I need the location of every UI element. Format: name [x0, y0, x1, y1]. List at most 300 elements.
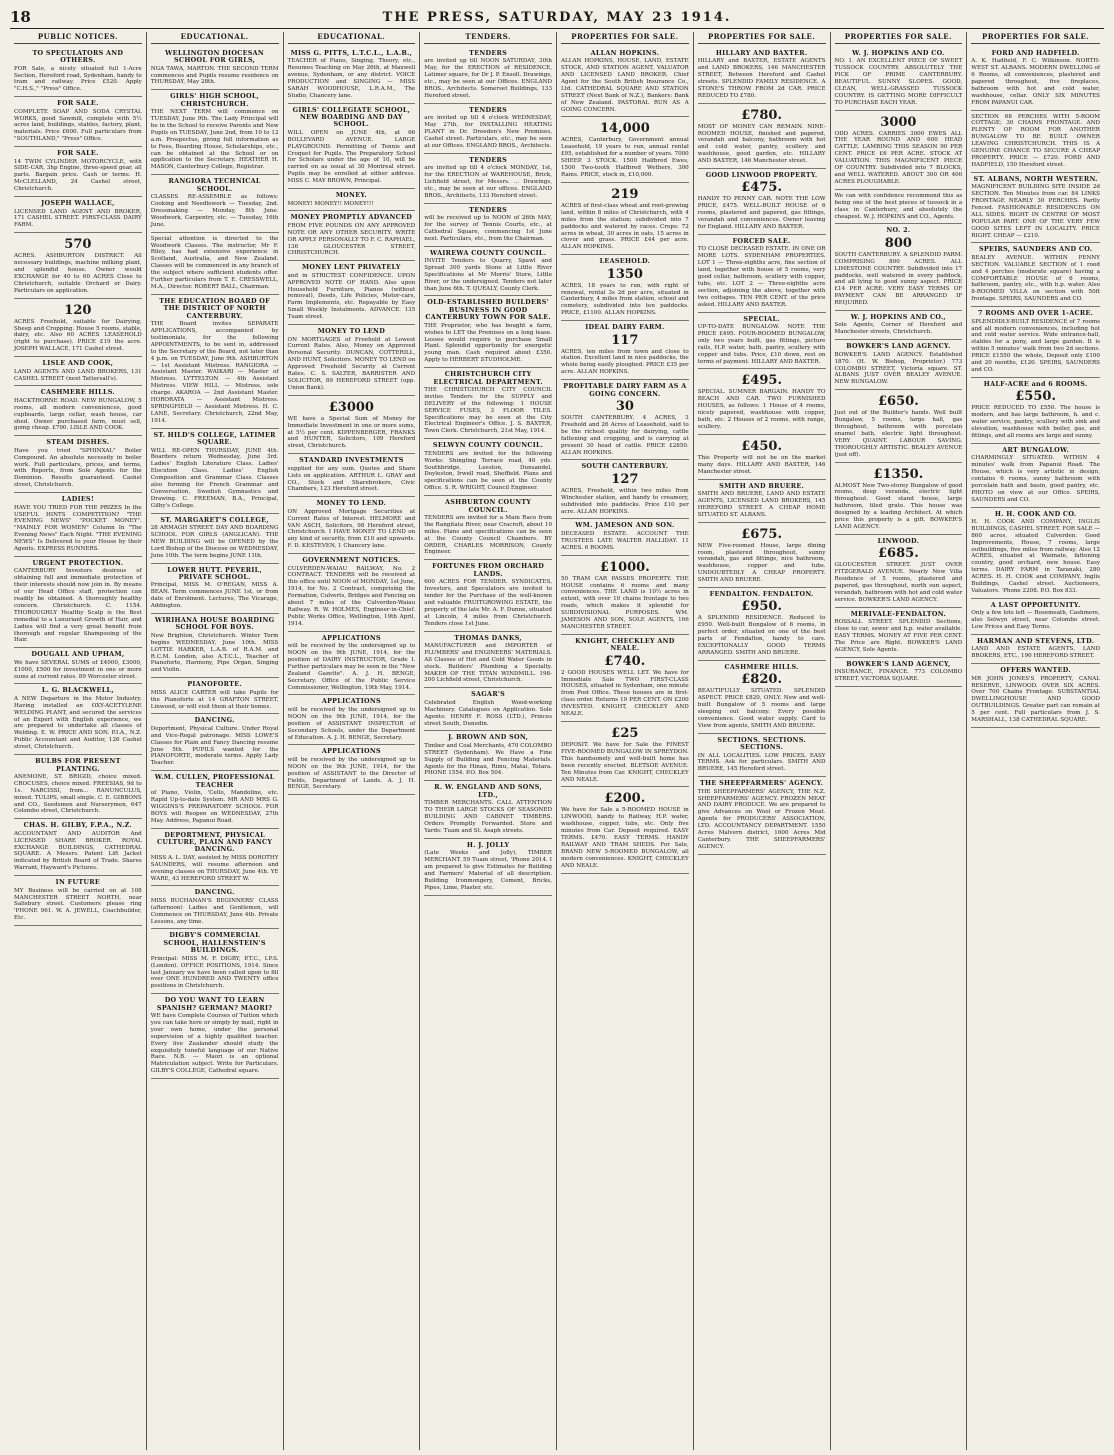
classified-ad	[698, 734, 826, 778]
ad-headline-figure: 570	[64, 237, 92, 253]
ad-title: IN FUTURE	[55, 878, 101, 887]
ad-body: LICENSED LAND AGENT AND BROKER, 171 CASHEL STREET. FIRST-CLASS DAIRY FARM.	[14, 208, 142, 229]
ad-title: TENDERS	[469, 48, 508, 57]
classified-ad	[971, 635, 1100, 664]
ad-body: SOUTH CANTERBURY. 4 ACRES, 3 Freehold and 26 Acres of Leasehold, said to be the richest quality for dairying, cattle fattening and cropping, and is carrying at present 30 head of cattle. PRICE £2850. ALLAN HOPKINS.	[561, 415, 689, 456]
ad-title: IDEAL DAIRY FARM.	[585, 323, 665, 332]
ad-body: FROM FIVE POUNDS ON ANY APPROVED NOTE OR ANY OTHER SECURITY. WRITE OR APPLY PERSONALLY TO F. C. RAPHAEL, 136 GLOUCESTER STREET, CHRISTCHURCH.	[287, 222, 416, 257]
ad-title: DOUGALL AND UPHAM,	[31, 650, 125, 659]
classified-ad	[561, 519, 689, 555]
classified-ad	[14, 493, 142, 557]
ad-title: ASHBURTON COUNTY COUNCIL.	[444, 498, 532, 514]
ad-body: H. H. COOK AND COMPANY, INGLIS BUILDINGS, CASHEL STREET. FOR SALE — 860 acres, situated Culverden. Good Improvements, House, 7 rooms, large outbuildings, five miles from railway. Also 12 ACRES, situated at Waimate, fattening country, good orchard, new house. Easy terms. DAIRY FARM in Taranaki, 280 ACRES. H. H. COOK and COMPANY, Inglis Buildings, Cashel street. Auctioneers, Valuators. 'Phone 2208. P.O. Box 833.	[971, 518, 1100, 595]
ad-body: ACRES, ten miles from town and close to station. Excellent land in nice paddocks, the whole being easily ploughed. PRICE £35 per acre. ALLAN HOPKINS.	[561, 348, 689, 376]
ad-title: THE EDUCATION BOARD OF THE DISTRICT OF NORTH CANTERBURY.	[159, 296, 271, 320]
ad-title: FORCED SALE.	[732, 237, 791, 246]
ad-title: R. W. ENGLAND AND SONS, LTD.,	[434, 783, 542, 799]
ad-body: FOR Sale, a nicely situated full 1-Acre Section, Hereford road, Sydenham, handy to tram and railway. Price £520. Apply "C.H.S.," "Press" Office.	[14, 65, 142, 93]
ad-body: A. K. Hadfield, F. C. Wilkinson. NORTH-WEST ST. ALBANS. MODERN DWELLING of 6 Rooms, all conveniences, plastered and papered throughout, five fireplaces, bathroom with hot and cold water, washhouse, cellar. ONLY SIX MINUTES FROM PAPANUI CAR.	[971, 58, 1100, 106]
ad-body: ALMOST New Two-storey Bungalow of good rooms, deep veranda, electric light throughout. Good stand house, large bathroom, tiled grate. This house was designed by a leading Architect. At which price this property is a gift. BOWKER'S LAND AGENCY.	[834, 482, 963, 531]
ad-title: BOWKER'S LAND AGENCY.	[846, 342, 951, 351]
classified-ad	[835, 47, 963, 111]
column-8	[967, 32, 1104, 1450]
classified-ad	[14, 648, 142, 684]
ad-body: Sole Agents, Corner of Hereford and Manchester streets, Christchurch.	[834, 322, 963, 336]
classified-ad	[424, 204, 552, 247]
ad-body: LAND AGENTS AND LAND BROKERS, 131 CASHEL STREET (next Tattersall's).	[14, 368, 142, 382]
ad-title: ST. MARGARET'S COLLEGE,	[160, 515, 269, 524]
ad-body: and in STRICTEST CONFIDENCE. UPON APPROVED NOTE OF HAND. Also upon Household Furniture, Pianos (without removal), Deeds, Life Policies, Motor-cars, Farm Implements, etc. Repayable by Easy Small Weekly Instalments. ADVANCE. 135 Tuam street.	[287, 272, 416, 321]
ad-body: 50 TRAM CAR PASSES PROPERTY. THE HOUSE contains 6 rooms and many conveniences. THE LAND is 10½ acres in extent, with over 10 chains frontage to two roads, which makes it splendid for SUBDIVISIONAL PURPOSES. WM. JAMESON AND SON, SOLE AGENTS, 166 MANCHESTER STREET.	[561, 575, 689, 630]
classified-ad	[698, 47, 826, 104]
ad-body: ACRES of first-class wheat and root-growing land, within 8 miles of Christchurch, with 4 miles from the station; subdivided into 7 paddocks and watered by races. Crops: 72 acres in wheat, 30 acres in oats, 15 acres in clover and grass. PRICE £44 per acre. ALLAN HOPKINS.	[561, 202, 689, 251]
ad-body: TENDERS are invited for the following Works: Shingling Terrace road, 40 yds. Southbridge, Leeston, Dunsandel, Doyleston, Irwell road, Sheffield. Plans and specifications can be seen at the County Office. S. R. WRIGHT, Council Engineer.	[424, 450, 552, 492]
classified-ad	[698, 523, 826, 588]
ad-title: W. J. HOPKINS AND CO.,	[850, 313, 946, 322]
ad-body: THE CHRISTCHURCH CITY COUNCIL invites Tenders for the SUPPLY and DELIVERY of the following: 1 HOUSE SERVICE FUSES, 3 FLOOR TILES. Specifications may be seen at the City Electrical Engineer's Office. J. S. BAXTER, Town Clerk. Christchurch, 21st May, 1914.	[424, 386, 552, 435]
ad-body: ODD ACRES. CARRIES 3000 EWES ALL THE YEAR ROUND AND 600 HEAD CATTLE. LAMBING THIS SEASON 90 PER CENT. PRICE £6 PER ACRE. STOCK AT VALUATION. THIS MAGNIFICENT PIECE OF COUNTRY. Subdivided into 7 BLOCKS, and WELL WATERED. ABOUT 300 OR 400 ACRES PLOUGHABLE.	[834, 130, 963, 185]
ad-title: MONEY TO LEND.	[316, 499, 387, 508]
ad-headline-figure: £685.	[878, 546, 919, 562]
classified-ad	[561, 460, 689, 519]
ad-body: A NEW Departure in the Motor Industry. Having installed an OXY-ACETYLENE WELDING PLANT, and secured the services of an Expert with English experience, we are prepared to undertake all classes of Welding. E. W. PRICE AND SON. P.I.A., N.Z. Public Accountant and Auditor, 126 Cashel street, Christchurch.	[14, 695, 142, 751]
classified-ad	[151, 714, 279, 771]
classified-ad	[561, 380, 689, 460]
classified-ad	[151, 47, 279, 91]
ad-title: GIRLS' HIGH SCHOOL, CHRISTCHURCH.	[170, 92, 260, 108]
classified-ad	[424, 839, 552, 896]
classified-ad	[151, 175, 279, 232]
ad-body: NEW Five-roomed House, large dining room, plastered throughout, sunny verandah, gas and fittings, nice bathroom, washhouse, copper and tubs. UNDOUBTEDLY A CHEAP PROPERTY. SMITH AND BRUERE.	[697, 542, 826, 584]
classified-ad	[424, 296, 552, 368]
classified-ad	[971, 378, 1100, 444]
ad-body: (Late Weeks and Jolly), TIMBER MERCHANT. 59 Tuam street, 'Phone 2014. I am prepared to give Estimates for Building and Farmers' Material of all description. Building Ironmongery, Cement, Bricks, Pipes, Lime, Plaster, etc.	[424, 850, 552, 891]
ad-headline-figure: £950.	[741, 599, 782, 615]
ad-title: J. BROWN AND SON,	[448, 733, 529, 742]
classified-ad	[561, 321, 689, 380]
classified-ad	[424, 781, 552, 838]
ad-title: KNIGHT, CHECKLEY AND NEALE.	[575, 636, 675, 653]
classified-ad	[288, 695, 416, 745]
classified-ad	[14, 876, 142, 926]
classified-ad	[424, 688, 552, 731]
classified-ad	[971, 599, 1100, 635]
classified-ad	[14, 819, 142, 876]
ad-body: MISS ALICE CARTER will take Pupils for the Pianoforte at 14 GRAFTON STREET, Linwood, or will visit them at their homes.	[150, 689, 279, 710]
ad-headline-figure: £495.	[741, 373, 782, 389]
classified-ad	[698, 369, 826, 434]
ad-title: THE SHEEPFARMERS' AGENCY.	[699, 779, 824, 788]
classified-ad	[14, 299, 142, 358]
ad-body: MISS A. L. DAY, assisted by MISS DOROTHY SAUNDERS, will resume afternoon and evening classes on THURSDAY, June 4th. YE WARE, 43 HEREFORD STREET W.	[150, 854, 279, 882]
classified-ad	[288, 104, 416, 189]
ad-headline-figure: 14,000	[599, 121, 650, 137]
ad-body: THE Board invites SEPARATE APPLICATIONS, accompanied by testimonials, for the following APPOINTMENTS, to be sent in, addressed to the Secretary of the Board, not later than 4 p.m. on TUESDAY, June 9th. ASHBURTON — 1st Assistant Mistress. RANGIORA — Assistant Master. WAIKARI — Master of Mistress. LYTTELTON — 4th Assistant Mistress. VIEW HILL — Mistress, sole charge. AKAROA — 2nd Assistant Master. HORORATA — Assistant Mistress. SPRINGFIELD — Assistant Mistress. H. C. LANE, Secretary. Christchurch, 22nd May, 1914.	[150, 321, 279, 424]
ad-headline-figure: 1350	[606, 266, 643, 282]
classified-ad	[835, 658, 963, 687]
ad-title: DIGBY'S COMMERCIAL SCHOOL, HALLENSTEIN'S BUILDINGS.	[163, 931, 266, 955]
classified-ad	[424, 731, 552, 781]
ad-body: UP-TO-DATE BUNGALOW. NOTE THE PRICE £495. FOUR-ROOMED BUNGALOW, only two years built, gas fittings, picture rails, H.P. water, bath, pantry, scullery with copper and tubs. Price, £10 down, rest on terms of payment. HILLARY AND BAXTER.	[697, 323, 826, 365]
ad-headline-figure: 3000	[880, 114, 917, 130]
ad-body: DECEASED ESTATE. ACCOUNT THE TRUSTEES LATE WALTER HALLIDAY. 11 ACRES. 6 ROOMS.	[561, 530, 689, 551]
ad-body: WILL OPEN on JUNE 4th, at 66 BOLLEVARD AVENUE. LARGE PLAYGROUND. Permitting of Tennis and Croquet for Pupils. The Preparatory School for Scholars under the age of 10, will be carried on as usual at 30 Montreal street. Pupils may be enrolled at either address. MISS C. MAY BROWN, Principal.	[287, 129, 416, 185]
classified-ad	[14, 197, 142, 233]
ad-title: SOUTH CANTERBURY.	[581, 462, 669, 471]
ad-title: TO SPECULATORS AND OTHERS.	[32, 48, 124, 65]
ad-title: ALLAN HOPKINS.	[590, 48, 660, 57]
ad-body: MR JOHN JONES'S PROPERTY, CANAL RESERVE, LINWOOD. OVER SIX ACRES. Over 700 Chains Frontage. SUBSTANTIAL DWELLINGHOUSE AND GOOD OUTBUILDINGS. Greater part can remain at 5 per cent. Full particulars from J. S. MARSHALL, 138 CATHEDRAL SQUARE.	[971, 675, 1100, 724]
ad-body: COMPLETE SOAP AND SODA CRYSTAL WORKS, good Sawmill, complete with 5½ acres land, buildings, stables, factory, plant, materials. Price £600. Full particulars from "SOUTHLAND," "Press" Office.	[14, 108, 142, 143]
ad-title: FENDALTON. FENDALTON.	[709, 590, 814, 599]
ad-headline-figure: £1000.	[599, 559, 650, 575]
ad-body: HILLARY and BAXTER, ESTATE AGENTS and LAND BROKERS, 146 MANCHESTER STREET, Between Hereford and Cashel streets. SPLENDID FAMILY RESIDENCE. A STONE'S THROW FROM 2d CAR. PRICE REDUCED TO £780.	[697, 58, 826, 99]
ad-title: H. H. COOK AND CO.	[994, 509, 1077, 518]
classified-ad	[698, 313, 826, 370]
ad-title: RANGIORA TECHNICAL SCHOOL.	[168, 177, 261, 193]
ad-headline-figure: £550.	[1015, 389, 1056, 405]
ad-title: APPLICATIONS	[321, 697, 381, 706]
classified-ad	[971, 243, 1100, 307]
columns	[10, 32, 1104, 1450]
ad-body: SOUTH CANTERBURY. A SPLENDID FARM. COMPRISING 800 ACRES. ALL LIMESTONE COUNTRY. Subdivided into 17 paddocks, well watered in every paddock, and all lying to good sunny aspect. PRICE £14 PER ACRE. VERY EASY TERMS OF PAYMENT CAN BE ARRANGED IF REQUIRED.	[834, 251, 963, 307]
ad-title: URGENT PROTECTION.	[32, 558, 124, 567]
ad-title: APPLICATIONS	[321, 633, 381, 642]
ad-body: MAGNIFICENT BUILDING SITE INSIDE 2d SECTION. Ten Minutes from car. 84 LINKS FRONTAGE NEARLY 30 PERCHES. Partly Fenced. FASHIONABLE RESIDENCES ON ALL SIDES. RIGHT IN CENTRE OF MOST POPULAR PART. ONE OF THE VERY FEW GOOD SITES LEFT IN LOCALITY. PRICE RIGHT. CHEAP — £210.	[971, 184, 1100, 239]
classified-ad	[698, 777, 826, 855]
ad-headline-figure: £675.	[741, 526, 782, 542]
classified-ad	[971, 444, 1100, 508]
ad-body: ACRES, Canterbury, Government annual Leasehold, 19 years to run, annual rental £95, established for a number of years. 7000 SHEEP. 3 STOCK. 1500 Halfbred Ewes, 1500 Two-tooth Halfbred Wethers, 300 Rams. PRICE, stock in, £10,000.	[561, 137, 689, 178]
ad-body: ON MORTGAGES of Freehold at Lowest Current Rates. Also, Money on Approved Personal Security. DUNCAN, COTTERILL, AND HUNT, Solicitors. MONEY TO LEND on Approved Freehold Security at Current Rates. C. S. SALTER, BARRISTER AND SOLICITOR, 89 HEREFORD STREET (opp. Union Bank).	[287, 336, 416, 391]
ad-title: FOR SALE.	[57, 149, 99, 158]
classified-ad	[151, 429, 279, 514]
ad-body: Principal: MISS M. F. DIGBY, P.T.C., I.P.S. (London). OFFICE POSITIONS, 1914. Since last January we have been called upon to fill over ONE HUNDRED AND TWENTY office positions in Christchurch.	[150, 955, 279, 990]
column-heading: PROPERTIES FOR SALE.	[698, 32, 826, 44]
classified-ad	[151, 994, 279, 1079]
classified-ad	[424, 368, 552, 439]
ad-title: BULBS FOR PRESENT PLANTING.	[35, 757, 121, 773]
column-7	[831, 32, 968, 1450]
ad-body: SMITH AND BRUERE, LAND AND ESTATE AGENTS, LICENSED LAND BROKERS, 145 HEREFORD STREET. A CHEAP HOME SITUATED ST. ALBANS.	[697, 490, 826, 518]
ad-body: This Property will not be on the market many days. HILLARY AND BAXTER, 146 Manchester street.	[697, 454, 826, 475]
column-heading: EDUCATIONAL.	[288, 32, 416, 44]
ad-body: ACRES Freehold, suitable for Dairying, Sheep and Cropping. House 5 rooms, stable, dairy, etc. Also 60 ACRES LEASEHOLD (right to purchase). PRICE £19 the acre. JOSEPH WALLACE, 171 Cashel street.	[14, 318, 142, 353]
ad-title: FORD AND HADFIELD.	[991, 48, 1080, 57]
ad-title: MISS G. PITTS, L.T.C.L., L.A.B.,	[290, 48, 413, 57]
ad-title: DO YOU WANT TO LEARN SPANISH? GERMAN? MAORI?	[156, 996, 273, 1012]
classified-ad	[698, 435, 826, 480]
ad-body: A SPLENDID RESIDENCE. Reduced to £950. Well-built Bungalow of 6 rooms, in perfect order, situated on one of the best parts of Fendalton, handy to cars. EXCEPTIONALLY GOOD TERMS ARRANGED. SMITH AND BRUERE.	[697, 615, 826, 656]
classified-ad	[151, 90, 279, 175]
ad-title: ST. HILD'S COLLEGE, LATIMER SQUARE.	[153, 430, 276, 447]
ad-title: WELLINGTON DIOCESAN SCHOOL FOR GIRLS,	[165, 48, 265, 65]
ad-body: BOWKER'S LAND AGENCY. Established 1870. (H. W. Bishop, Proprietor.) 773 COLOMBO STREET, Victoria square. ST. ALBANS JUST OVER BEALEY AVENUE. NEW BUNGALOW.	[834, 351, 963, 386]
ad-title: WAIREWA COUNTY COUNCIL.	[430, 248, 547, 257]
ad-title: LOWER HUTT. PEVERIL, PRIVATE SCHOOL.	[167, 565, 262, 582]
classified-ad	[151, 929, 279, 994]
ad-body: Celebrated English Wood-working Machinery. Catalogues on Application. Sole Agents: HENRY F. ROSS (LTD.), Princes street South, Dunedin.	[424, 699, 552, 727]
ad-body: MONEY! MONEY!! MONEY!!!	[287, 200, 374, 207]
ad-body: NO. 1. AN EXCELLENT PIECE OF SWEET TUSSOCK COUNTRY. ABSOLUTELY THE PICK OF PRIME CANTERBURY. BEAUTIFUL SUNNY SLOPES. GOOD, CLEAN, WELL-GRASSED TUSSOCK COUNTRY. IS GETTING MORE DIFFICULT TO PURCHASE EACH YEAR.	[834, 58, 963, 106]
ad-title: LISLE AND COOK,	[42, 359, 114, 368]
classified-ad	[288, 745, 416, 795]
ad-title: WIRIHANA HOUSE BOARDING SCHOOL FOR BOYS.	[154, 616, 275, 632]
ad-headline-figure: £475.	[741, 180, 782, 196]
ad-body: supplied for any sum. Quotes and Share Lists on application. ARTHUR L. GRAY and CO., Stock and Sharebrokers, Civic Chambers, 123 Hereford street.	[287, 465, 416, 493]
classified-ad	[424, 560, 552, 631]
classified-ad	[14, 357, 142, 386]
column-4	[420, 32, 557, 1450]
ad-body: HANDY TO PENNY CAR. NOTE THE LOW PRICE, £475. WELL-BUILT HOUSE of 6 rooms, plastered and papered, gas fittings, verandah and conveniences. Owner leaving for England. HILLARY AND BAXTER.	[697, 196, 826, 231]
classified-ad	[151, 771, 279, 828]
ad-headline-figure: £650.	[878, 394, 919, 410]
ad-body: Special attention is directed to the Woodwork Classes. The instructor, Mr F. Riley, has had extensive experience in Scotland, Australia, and New Zealand. Classes will be commenced in any branch of the subject where sufficient students offer. Further particulars from T. E. CRESSWELL, M.A., Director. ROBERT BALL, Chairman.	[150, 235, 279, 290]
ad-title: SPECIAL.	[743, 314, 780, 323]
ad-body: TO CLOSE DECEASED ESTATE. IN ONE OR MORE LOTS. SYDENHAM PROPERTIES. LOT 1 — Three-eighths acre, fine section of land, together with house of 5 rooms, very good cellar, bathroom, scullery with copper, tubs, etc. LOT 2 — Three-eighths acre section, adjoining the above, together with two cottages. TEN PER CENT. of the price asked. HILLARY AND BAXTER.	[697, 246, 826, 308]
ad-body: HACKTHORNE ROAD. NEW BUNGALOW, 5 rooms, all modern conveniences, good cupboards, large cellar, wash house, car shed. Owner purchased farm, must sell, going cheap. £700. LISLE AND COOK.	[14, 397, 142, 432]
ad-title: MERIVALE-FENDALTON.	[850, 609, 946, 618]
ad-body: BEAUTIFULLY SITUATED. SPLENDID ASPECT. PRICE £820, ONLY. New and well-built Bungalow of 5 rooms and large sleeping out balcony. Every possible convenience. Good water supply. Card to View from agents, SMITH AND BRUERE.	[697, 688, 826, 729]
classified-ad	[971, 47, 1100, 111]
classified-ad	[14, 386, 142, 436]
classified-ad	[151, 295, 279, 429]
classified-ad	[561, 47, 689, 118]
ad-title: CHRISTCHURCH CITY ELECTRICAL DEPARTMENT.	[433, 370, 543, 386]
classified-ad	[971, 173, 1100, 244]
ad-body: CLASSES RE-ASSEMBLE as follows: Cooking and Needlework — Tuesday, 2nd. Dressmaking — Monday, 8th June. Woodwork, Carpentry, etc. — Tuesday, 16th June.	[150, 194, 279, 228]
classified-ad	[288, 554, 416, 632]
ad-title: DANCING.	[194, 716, 235, 725]
ad-title: ART BUNGALOW.	[1002, 445, 1069, 454]
ad-title: STEAM DISHES.	[46, 438, 110, 447]
classified-ad	[561, 117, 689, 182]
classified-ad	[835, 224, 963, 311]
ad-body: 14 TWIN CYLINDER MOTORCYCLE, with SIDE-CAR, 3hp Engine, three-speed gear, all parts. Bargain price. Cash or terms. H. McCLELLAND, 24 Cashel street, Christchurch.	[14, 158, 142, 193]
column-heading: PROPERTIES FOR SALE.	[561, 32, 689, 44]
classified-ad	[151, 886, 279, 929]
ad-title: 7 ROOMS AND OVER 1-ACRE.	[978, 309, 1094, 318]
ad-body: GLOUCESTER STREET. JUST OVER FITZGERALD AVENUE. Nearly New Villa Residence of 5 rooms, plastered and papered, gas throughout, north sun aspect, verandah, bathroom with hot and cold water service. BOWKER'S LAND AGENCY.	[834, 562, 963, 603]
classified-ad	[288, 325, 416, 396]
column-heading: TENDERS.	[424, 32, 552, 44]
classified-ad	[835, 340, 963, 390]
ad-body: ACRES, 18 years to run, with right of renewal, rental 3s 2d per acre, situated in Canterbury, 4 miles from station, school and cemetery, subdivided into ten paddocks. PRICE, £1100. ALLAN HOPKINS.	[561, 282, 689, 317]
classified-ad	[14, 233, 142, 298]
ad-headline-figure: £200.	[604, 791, 646, 807]
ad-body: PRICE REDUCED TO £550. The house is modern, and has large bathroom, h. and c. water service, pantry, scullery with sink and elevation, washhouse with boiler, gas, and fittings, and all rooms are large and sunny.	[971, 405, 1100, 439]
classified-ad	[14, 436, 142, 493]
ad-title: OFFERS WANTED.	[1000, 666, 1071, 675]
classified-ad	[424, 154, 552, 204]
ad-body: 600 ACRES FOR TENDER. SYNDICATES, Investors, and Speculators are invited to tender for the Purchase of the well-known and valuable FRUITGROWING ESTATE, the property of the late Mr. A. F. Dunne, situated at Lincoln, 4 miles from Christchurch. Tenders close 1st June.	[424, 579, 552, 627]
column-6	[694, 32, 831, 1450]
classified-ad	[971, 307, 1100, 378]
classified-ad	[561, 635, 689, 722]
ad-body: of Piano, Violin, 'Cello, Mandoline, etc. Rapid Up-to-date System. MR AND MRS G. WIGGINS'S PREPARATORY SCHOOL FOR BOYS will Reopen on WEDNESDAY, 27th May. Address, Papanui Road.	[150, 790, 279, 824]
ad-headline-figure: 219	[611, 186, 639, 202]
ad-body: NGA TAWA, MARTON. THE SECOND TERM commences and Pupils resume residence on THURSDAY, May 28th.	[150, 65, 279, 86]
ad-body: THE Proprietor, who has bought a farm, wishes to LET the Premises on a long lease. Lessee would require to purchase Small Plant. Splendid opportunity for energetic young man. Cash required about £350. Apply to HERBERT STUDHOLME.	[424, 322, 552, 364]
ad-body: MISS BUCHANAN'S BEGINNERS' CLASS (afternoon) Ladies and Gentlemen, will Commence on THURSDAY, June 4th. Private Lessons, any time.	[150, 897, 279, 925]
classified-ad	[698, 480, 826, 523]
ad-body: CHARMINGLY SITUATED. WITHIN 4 minutes' walk from Papanui Road. The House, which is very artistic in design, contains 6 rooms, sunny bathroom with porcelain bath and basin, good pantry, etc. PHOTO on view at our Office. SPEIRS, SAUNDERS and CO.	[971, 455, 1100, 503]
classified-ad	[151, 514, 279, 564]
ad-body: WE have Complete Courses of Tuition which you can take here or simply by mail, right in your own home, under the personal supervision of a highly qualified teacher. Every live Zealander should study the exquisitely tuneful language of our Native Race. N.B. — Maori is an optional Matriculation subject. Write for Particulars. GILBY'S COLLEGE, Cathedral square.	[150, 1013, 279, 1075]
ad-body: will be received up to NOON of 26th MAY, for the survey of Tennis Courts, etc., at Cathedral Square, commencing 1st June next. Particulars, etc., from the Chairman.	[424, 214, 552, 242]
ad-title: SAGAR'S	[471, 690, 506, 699]
ad-headline-figure: 117	[611, 332, 639, 348]
classified-ad	[424, 104, 552, 154]
ad-title: FORTUNES FROM ORCHARD LANDS.	[432, 562, 545, 578]
ad-headline-figure: 127	[611, 471, 639, 487]
column-5	[557, 32, 694, 1450]
ad-body: will be received by the undersigned up to NOON on the 9th JUNE, 1914, for the position of DAIRY INSTRUCTOR, Grade I. Further particulars may be seen in the "New Zealand Gazette". A. J. H. BENGE, Secretary. Office of the Public Service Commissioner, Wellington, 19th May, 1914.	[287, 643, 416, 691]
classified-ad	[424, 632, 552, 689]
ad-title: GOVERNMENT NOTICES.	[302, 556, 401, 565]
ad-title: MONEY TO LEND	[317, 327, 386, 336]
ad-body: WE have a Special Sum of Money for Immediate Investment in one or more sums, at 5½ per cent. KIPPENBERGER, FRANKS and HUNTER, Solicitors, 109 Hereford street, Christchurch.	[287, 415, 416, 450]
ad-title: BOWKER'S LAND AGENCY,	[846, 659, 951, 668]
page-number: 18	[10, 8, 31, 26]
ad-title: SELWYN COUNTY COUNCIL.	[432, 441, 544, 450]
classified-ad	[151, 614, 279, 678]
ad-title: HALF-ACRE and 6 ROOMS.	[983, 379, 1088, 388]
ad-body: THE NEXT TERM will commence on TUESDAY, June 9th. The Lady Principal will be in the School to receive Parents and New Pupils on TUESDAY, June 2nd, from 10 to 12 a.m. Prospectus, giving full information as to Fees, Boarding House, Scholarships, etc., can be obtained at the School or on application to the Secretary. HEATHER H. MASON, Canterbury College, Registrar.	[150, 109, 279, 171]
classified-ad	[424, 247, 552, 297]
ad-title: TENDERS	[469, 155, 508, 164]
masthead	[10, 6, 1104, 29]
classified-ad	[971, 111, 1100, 173]
ad-title: W.M. CULLEN, PROFESSIONAL TEACHER	[154, 773, 275, 789]
classified-ad	[288, 211, 416, 261]
ad-body: BEALEY AVENUE. WITHIN PENNY SECTION. VALUABLE SECTION of 1 rood and 4 perches (moderate square) having a COMFORTABLE HOUSE of 6 rooms, bathroom, pantry, etc., with h.p. water. Also 8-ROOMED VILLA on section with 50ft frontage. SPEIRS, SAUNDERS and CO.	[971, 254, 1100, 303]
classified-ad	[835, 390, 963, 462]
ad-title: ST. ALBANS, NORTH WESTERN.	[973, 174, 1098, 183]
column-heading: EDUCATIONAL.	[151, 32, 279, 44]
classified-ad	[288, 497, 416, 554]
ad-body: MY Business will be carried on at 108 MANCHESTER STREET NORTH, near Salisbury street. Customers please ring 'PHONE 961. W. A. JEWELL, Coachbuilder, Etc.	[14, 887, 142, 922]
ad-title: LINWOOD.	[877, 536, 920, 545]
ad-body: ACRES. ASHBURTON DISTRICT. All necessary buildings, machine milking plant, and splendid house. Owner would EXCHANGE for 40 to 60 ACRES Close to Christchurch, suitable Orchard or Dairy. Particulars on application.	[14, 253, 142, 294]
classified-ad	[14, 557, 142, 648]
classified-ad	[835, 311, 963, 340]
classified-ad	[288, 47, 416, 104]
column-2	[147, 32, 284, 1450]
classified-ad	[424, 439, 552, 496]
ad-title: JOSEPH WALLACE,	[41, 199, 115, 208]
ad-body: CANTERBURY Investors desirous of obtaining full and immediate protection of their interests should now join in. By means of our Head Office staff, protection can readily be obtained. A thoroughly healthy concern. Christchurch. C. 1154. THOROUGHLY Healthy Scalp is the Best remedial to a Luxuriant Growth of Hair, and Ladies will find a very great benefit from thorough and regular Shampooing of the Hair.	[14, 568, 142, 644]
classified-ad	[561, 183, 689, 255]
ad-headline-figure: £1350.	[873, 466, 924, 482]
ad-headline-figure: 120	[64, 302, 92, 318]
ad-title: A LAST OPPORTUNITY.	[990, 600, 1081, 609]
ad-body: INVITE Tenders to Quarry, Spawl and Spread 300 yards Stone at Little River Specifications at Mr Morris' Store, Little River, or the undersigned. Tenders not later than June 6th. T. QUEALY, County Clerk.	[424, 257, 552, 292]
ad-title: TENDERS	[469, 105, 508, 114]
ad-title: THOMAS DANKS,	[454, 633, 522, 642]
ad-title: SECTIONS. SECTIONS. SECTIONS.	[717, 735, 806, 752]
classified-ad	[14, 97, 142, 147]
ad-title: OLD-ESTABLISHED BUILDERS' BUSINESS IN GOOD CANTERBURY TOWN FOR SALE.	[425, 298, 551, 322]
classified-ad	[835, 535, 963, 608]
ad-headline-figure: £780.	[741, 107, 782, 123]
ad-title: H. J. JOLLY	[466, 840, 510, 849]
ad-title: SPEIRS, SAUNDERS AND CO.	[979, 245, 1093, 254]
ad-title: CHAS. H. GILBY, F.P.A., N.Z.	[23, 821, 133, 830]
ad-title: PIANOFORTE.	[187, 680, 242, 689]
ad-body: We have for Sale a 5-ROOMED HOUSE in LINWOOD, handy to Railway, H.P. water, washhouse, copper, tubs, etc. Only five minutes from Car. Deposit required. EASY TERMS. £470. EASY TERMS. HANDY RAILWAY AND TRAM SHEDS. For Sale, BRAND NEW 5-ROOMED BUNGALOW, all modern conveniences. KNIGHT, CHECKLEY AND NEALE.	[561, 807, 689, 869]
classified-ad	[561, 255, 689, 321]
classified-ad	[698, 169, 826, 235]
classified-ad	[561, 722, 689, 787]
ad-headline-figure: £3000	[328, 399, 374, 415]
ad-headline-figure: 30	[615, 399, 634, 415]
ad-body: will be received by the undersigned up to NOON on the 9th JUNE, 1914, for the position of ASSISTANT to the Director of Fields, Department of Lands. A. J. H. BENGE, Secretary.	[287, 756, 416, 791]
ad-title: W. J. HOPKINS AND CO.	[852, 48, 945, 57]
classified-ad	[151, 829, 279, 887]
ad-title: PROFITABLE DAIRY FARM AS A GOING CONCERN.	[563, 382, 687, 398]
ad-body: HAVE YOU TRIED FOR THE PRIZES In the USEFUL HINTS COMPETITION? "THE EVENING NEWS" "POCKET MONEY". "MAINLY FOR WOMEN" Column In "The Evening News" Each Night. "THE EVENING NEWS" Is Delivered to your House by their Agents. EXPRESS RUNNERS.	[14, 504, 142, 553]
classified-ad	[288, 396, 416, 455]
ad-headline-figure: £820.	[741, 672, 782, 688]
ad-title: FOR SALE.	[57, 99, 99, 108]
classified-ad	[14, 684, 142, 755]
ad-title: WM. JAMESON AND SON.	[575, 521, 675, 530]
ad-body: 2 GOOD HOUSES WELL LET. We have for Immediate Sale TWO FIRST-CLASS HOUSES, situated in Sydenham, one minute from Post Office. These houses are in first-class order. Returns 19 PER CENT. ON £200 INVESTED. KNIGHT, CHECKLEY AND NEALE.	[561, 669, 689, 718]
ad-body: DEPOSIT. We have for Sale the FINEST FIVE-ROOMED BUNGALOW IN SPREYDON. This handsomely and well-built home has been recently erected. BLETSOE AVENUE. Ten Minutes from Car. KNIGHT, CHECKLEY AND NEALE.	[561, 742, 689, 783]
classified-ad	[151, 678, 279, 714]
ad-title: HILLARY AND BAXTER.	[715, 48, 808, 57]
ad-title: SMITH AND BRUERE.	[719, 481, 805, 490]
ad-title: CASHMERE HILLS.	[40, 388, 115, 397]
ad-body: MANUFACTURER and IMPORTER of PLUMBERS' and ENGINEERS' MATERIALS. All Classes of Hot and Cold Water Goods in stock. Builders' Plumbing a Specialty. MAKER OF THE TITAN WINDMILL. 198-200 Lichfield street, Christchurch.	[424, 642, 552, 684]
ad-body: ACCOUNTANT AND AUDITOR And LICENSED SHARE BROKER. ROYAL EXCHANGE BUILDINGS, CATHEDRAL SQUARE. A Messrs. Patent Lift Jacket indicated by British Board of Trade. Shares Warrant, Hayward's Pictures.	[14, 830, 142, 872]
ad-title: STANDARD INVESTMENTS	[299, 456, 404, 465]
ad-body: ROSSALL STREET. SPLENDID Sections, close to car, sewer and h.p. water available. EASY TERMS. MONEY AT FIVE PER CENT. The Price are Right. BOWKER'S LAND AGENCY, Sole Agents.	[834, 619, 963, 653]
classified-ad	[14, 47, 142, 97]
ad-title: TENDERS	[469, 205, 508, 214]
ad-title: CASHMERE HILLS.	[724, 662, 799, 671]
ad-body: ON Approved Mortgage Securities at Current Rates of Interest. HELMORE and VAN ASCH, Solicitors, 98 Hereford street, Christchurch. I HAVE MONEY TO LEND on any kind of security, from £10 and upwards. F. D. KESTEVEN, 1 Chancery lane.	[287, 508, 416, 550]
column-heading: PROPERTIES FOR SALE.	[835, 32, 963, 44]
ad-body: WILL RE-OPEN THURSDAY, JUNE 4th. Boarders return Wednesday, June 3rd. Ladies' English Literature Class. Ladies' Elocution Class. Ladies' English Composition and Grammar Class. Classes also forming for French Grammar and Conversation, Swedish Gymnastics and Drawing. C. FREEMAN, B.A., Principal, Gilby's College.	[150, 447, 279, 509]
ad-body: SECTION 68 PERCHES WITH 5-ROOM COTTAGE; 30 CHAINS FRONTAGE. AND PLENTY OF ROOM FOR ANOTHER BUNGALOW TO BE BUILT. OWNER LEAVING CHRISTCHURCH. THIS IS A GENUINE CHANCE TO SECURE A CHEAP PROPERTY. PRICE — £720. FORD AND HADFIELD, 150 Hereford street.	[971, 113, 1100, 168]
classified-ad	[835, 190, 963, 225]
ad-title: DEPORTMENT, PHYSICAL CULTURE, PLAIN AND FANCY DANCING.	[156, 830, 273, 854]
classified-ad	[424, 496, 552, 560]
ad-body: Just out of the Builder's hands. Well built Bungalow, 5 rooms, large hall, gas throughout, bathroom with porcelain enamel bath, electric light throughout. VERY QUAINT. LABOUR SAVING. THOROUGHLY ARTISTIC. BEALEY AVENUE (just off).	[834, 410, 963, 458]
ad-body: CULVERDEN-WAIAU RAILWAY, No. 2 CONTRACT. TENDERS will be received at this office until NOON of MONDAY, 1st June, 1914, for No. 2 Contract, comprising the Formation, Culverts, Bridges and Fencing on about 7 miles of the Culverden-Waiau Railway. R. W. HOLMES, Engineer-in-Chief. Public Works Office, Wellington, 19th April, 1914.	[287, 565, 416, 627]
classified-ad	[288, 632, 416, 696]
classified-ad	[561, 556, 689, 635]
column-3	[284, 32, 421, 1450]
ad-body: We have SEVERAL SUMS of £4000, £3000, £1000, £500 for investment in one or more sums at current rates. 89 Worcester street.	[14, 659, 142, 680]
ad-headline-figure: £450.	[741, 438, 782, 454]
ad-body: We can with confidence recommend this as being one of the best pieces of tussock in a class in Canterbury, and absolutely the cheapest. W. J. HOPKINS and CO., Agents.	[834, 192, 963, 220]
ad-body: New Brighton, Christchurch. Winter Term begins WEDNESDAY, June 10th. MISS LOTTIE HARKER, L.A.B. of R.A.M. and R.C.M. London, also A.T.C.L., Teacher of Pianoforte, Harmony, Pipe Organ, Singing and Violin.	[150, 632, 279, 674]
ad-body: TENDERS are invited for a Main Race from the Rangitata River, near Cracroft, about 10 miles. Plans and specifications can be seen at the County Council Chambers. BY ORDER, CHARLES MORRISON, County Engineer.	[424, 514, 552, 556]
newspaper-title: THE PRESS, SATURDAY, MAY 23 1914.	[382, 9, 732, 25]
ad-title: MONEY.	[335, 191, 367, 200]
ad-body: are invited up till 4 o'clock MONDAY, 1st, for the ERECTION of WAREHOUSE, Brick, Lichfield street, for Messrs. ... Drawings, etc., may be seen at our offices. ENGLAND BROS., Architects, 133 Hereford street.	[424, 164, 552, 199]
ad-body: are invited up till NOON SATURDAY, 30th May, for the ERECTION of RESIDENCE, Latimer square, for Dr J. P. Ensoll. Drawings, etc., may be seen at our Offices. ENGLAND BROS., Architects. Somerset Buildings, 133 Hereford street.	[424, 58, 552, 99]
ad-body: Principal, MISS M. O'REGAN, MISS A. BEAN. Term commences JUNE 1st, or from date of Enrolment. Lectures, The Vicarage, Addington.	[150, 582, 279, 610]
classified-ad	[698, 661, 826, 734]
ad-title: APPLICATIONS	[321, 747, 381, 756]
ad-body: TEACHER of Piano, Singing, Theory, etc., Resumes Teaching on May 26th, at Maxwell avenue, Sydenham, or any district. VOICE PRODUCTION and SINGING — MISS SARAH WOODHOUSE, L.R.A.M., The Studio, Chancery lane.	[287, 58, 416, 99]
ad-body: Only a few lots left — Rosemeath, Cashmere, also Selwyn street, near Colombo street. Low Prices and Easy Terms.	[971, 610, 1100, 631]
classified-ad	[151, 564, 279, 614]
